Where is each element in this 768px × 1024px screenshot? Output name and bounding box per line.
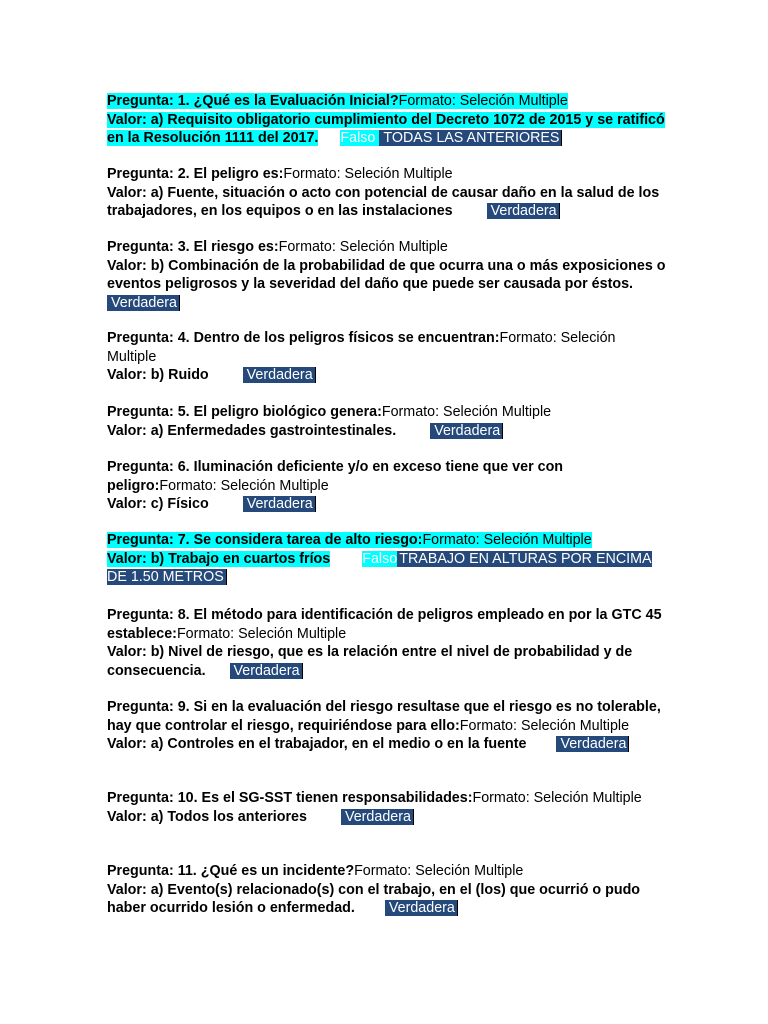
mark-verdadera: Verdadera — [243, 367, 316, 383]
mark-verdadera: Verdadera — [556, 736, 629, 752]
mark-verdadera: Verdadera — [341, 809, 414, 825]
question-format: Formato: Seleción Multiple — [422, 532, 592, 548]
question-format: Formato: Seleción Multiple — [107, 330, 616, 365]
mark-falso: Falso — [340, 130, 376, 146]
answer-value: Valor: a) Controles en el trabajador, en el medio o en la fuente — [107, 736, 527, 752]
question-format: Formato: Seleción Multiple — [354, 863, 524, 879]
question-text: Pregunta: 5. El peligro biológico genera: — [107, 404, 382, 420]
question-text: Pregunta: 7. Se considera tarea de alto riesgo: — [107, 532, 423, 548]
question-7 — [107, 531, 667, 587]
question-format: Formato: Seleción Multiple — [159, 477, 329, 494]
question-text: Pregunta: 8. El método para identificación de peligros empleado en por la GTC 45 establece: — [107, 607, 662, 642]
answer-value: Valor: a) Todos los anteriores — [107, 808, 307, 825]
mark-verdadera: Verdadera — [430, 423, 503, 439]
question-text: Pregunta: 4. Dentro de los peligros físicos se encuentran: — [107, 330, 500, 346]
question-text: Pregunta: 10. Es el SG-SST tienen responsabilidades: — [107, 790, 473, 806]
question-format: Formato: Seleción Multiple — [398, 93, 568, 109]
question-text: Pregunta: 9. Si en la evaluación del riesgo resultase que el riesgo es no tolerable, hay que controlar el riesgo, requiriéndose para ello: — [107, 699, 661, 734]
question-text: Pregunta: 2. El peligro es: — [107, 166, 284, 182]
question-4 — [107, 329, 667, 385]
question-11 — [107, 862, 667, 918]
question-format: Formato: Seleción Multiple — [176, 625, 347, 642]
correct-answer: TODAS LAS ANTERIORES — [379, 130, 562, 146]
question-format: Formato: Seleción Multiple — [459, 717, 630, 734]
question-text: Pregunta: 6. Iluminación deficiente y/o en exceso tiene que ver con peligro: — [107, 459, 564, 494]
question-format: Formato: Seleción Multiple — [381, 404, 552, 420]
question-format: Formato: Seleción Multiple — [283, 166, 453, 182]
mark-verdadera: Verdadera — [230, 663, 303, 679]
question-1 — [107, 92, 667, 148]
question-format: Formato: Seleción Multiple — [472, 790, 642, 806]
answer-value: Valor: a) Requisito obligatorio cumplimiento del Decreto 1072 de 2015 y se ratificó en la Resolución 1111 del 2017. — [107, 111, 665, 146]
mark-falso: Falso — [362, 550, 398, 567]
answer-value: Valor: c) Físico — [107, 496, 209, 512]
question-2 — [107, 165, 667, 221]
question-6 — [107, 458, 667, 514]
answer-value: Valor: b) Ruido — [107, 367, 209, 383]
question-8 — [107, 606, 667, 680]
answer-value: Valor: a) Enfermedades gastrointestinales. — [107, 422, 397, 439]
question-text: Pregunta: 1. ¿Qué es la Evaluación Inicial? — [107, 93, 399, 109]
question-3 — [107, 238, 667, 312]
answer-value: Valor: a) Fuente, situación o acto con potencial de causar daño en la salud de los trabajadores, en los equipos o en las instalaciones — [107, 184, 660, 219]
mark-verdadera: Verdadera — [487, 203, 560, 219]
mark-verdadera: Verdadera — [243, 496, 316, 512]
answer-value: Valor: b) Nivel de riesgo, que es la relación entre el nivel de probabilidad y de consecuencia. — [107, 644, 633, 679]
question-5 — [107, 403, 667, 440]
mark-verdadera: Verdadera — [107, 295, 180, 311]
answer-value: Valor: a) Evento(s) relacionado(s) con el trabajo, en el (los) que ocurrió o pudo haber ocurrido lesión o enfermedad. — [107, 881, 641, 916]
question-10 — [107, 789, 667, 826]
question-9 — [107, 698, 667, 754]
question-format: Formato: Seleción Multiple — [278, 239, 448, 255]
question-text: Pregunta: 3. El riesgo es: — [107, 239, 279, 255]
question-text: Pregunta: 11. ¿Qué es un incidente? — [107, 863, 355, 879]
mark-verdadera: Verdadera — [385, 900, 458, 916]
correct-answer: TRABAJO EN ALTURAS POR ENCIMA DE 1.50 METROS — [107, 550, 652, 585]
answer-value: Valor: b) Trabajo en cuartos fríos — [107, 550, 331, 567]
answer-value: Valor: b) Combinación de la probabilidad de que ocurra una o más exposiciones o eventos peligrosos y la severidad del daño que puede ser causada por éstos. — [107, 257, 666, 292]
